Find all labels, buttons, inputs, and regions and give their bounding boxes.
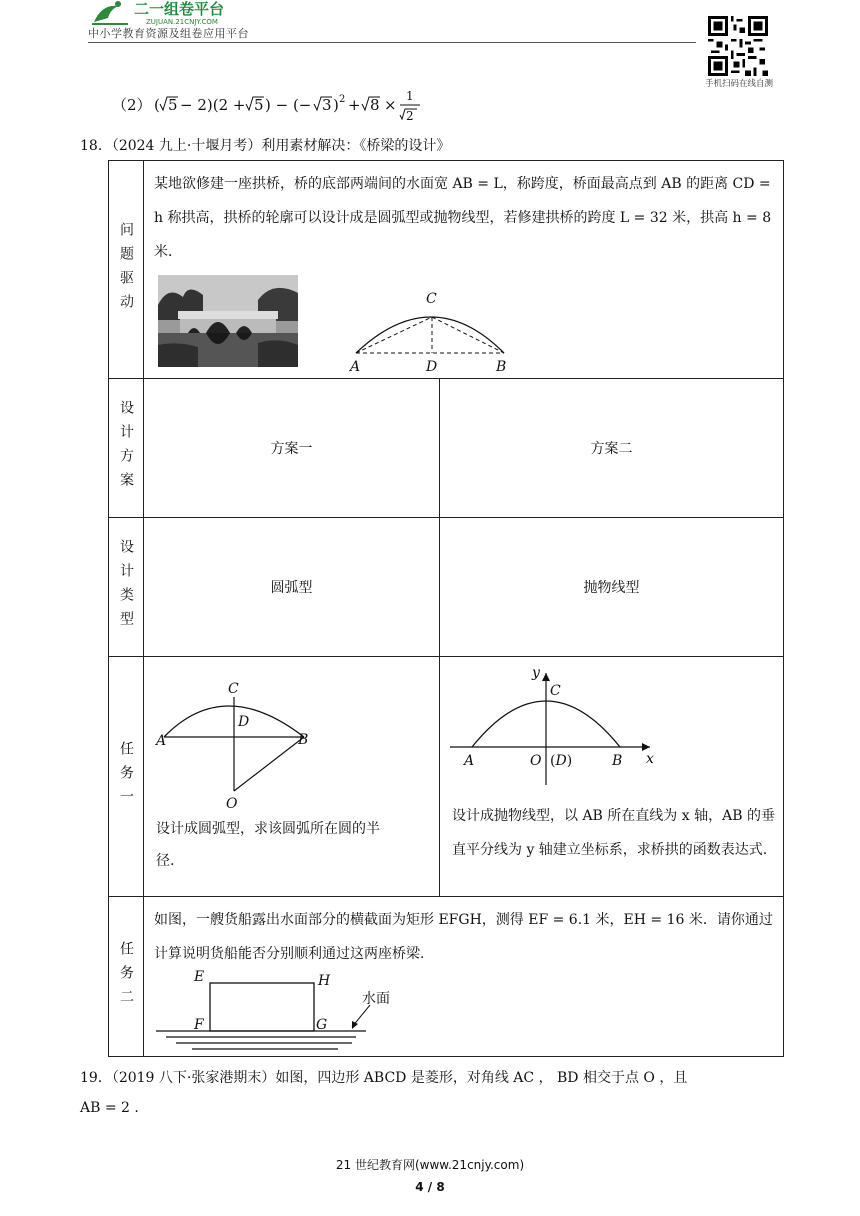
svg-text:A: A: [464, 753, 475, 769]
problem-17-2: [112, 88, 444, 124]
svg-text:H: H: [318, 973, 331, 989]
ship-diagram: [156, 969, 416, 1051]
qr-caption: 手机扫码在线自测: [704, 79, 773, 89]
svg-text:B: B: [496, 359, 507, 375]
svg-text:x: x: [646, 751, 654, 767]
question-19-line1: 19．（2019 八下·张家港期末）如图，四边形 ABCD 是菱形，对角线 AC ， BD 相交于点 O ，且: [80, 1070, 688, 1086]
svg-text:(D): (D): [550, 753, 573, 769]
row-label-problem: 问题驱动: [109, 161, 144, 379]
svg-text:2: 2: [339, 94, 346, 105]
bridge-photo: [158, 275, 298, 367]
question-18-title: 18．（2024 九上·十堰月考）利用素材解决：《桥梁的设计》: [80, 138, 451, 154]
svg-text:2: 2: [406, 109, 414, 123]
logo-url-text: ZUJUAN.21CNJY.COM: [146, 18, 218, 26]
svg-text:B: B: [298, 732, 309, 748]
svg-text:5: 5: [168, 96, 178, 114]
arc-diagram: [154, 681, 324, 811]
task-one-right-text: 设计成抛物线型，以 AB 所在直线为 x 轴，AB 的垂直平分线为 y 轴建立坐标系，求桥拱的函数表达式.: [452, 808, 775, 858]
task-two-text: 如图，一艘货船露出水面部分的横截面为矩形 EFGH，测得 EF = 6.1 米，EH = 16 米．请你通过计算说明货船能否分别顺利通过这两座桥梁.: [154, 912, 773, 962]
svg-text:A: A: [350, 359, 361, 375]
header-subtitle: 中小学教育资源及组卷应用平台: [88, 27, 249, 40]
svg-text:E: E: [194, 969, 205, 985]
type-arc: 圆弧型: [144, 518, 440, 657]
svg-text:− 2)(2 +: − 2)(2 +: [180, 96, 246, 114]
logo-text: 二一组卷平台: [134, 0, 225, 18]
svg-text:O: O: [530, 753, 542, 769]
row-label-task-two: 任务二: [109, 897, 144, 1057]
type-parabola: 抛物线型: [440, 518, 784, 657]
svg-text:(: (: [154, 96, 161, 114]
svg-text:1: 1: [406, 89, 414, 103]
svg-text:8: 8: [370, 96, 380, 114]
svg-text:C: C: [228, 681, 239, 697]
problem-label: （2）: [112, 96, 152, 114]
svg-text:G: G: [316, 1017, 328, 1033]
qr-code-icon[interactable]: [708, 16, 768, 76]
site-logo: [88, 0, 278, 26]
row-label-type: 设计类型: [109, 518, 144, 657]
header-divider: [88, 42, 696, 43]
math-expression: [154, 88, 444, 124]
svg-text:D: D: [238, 714, 250, 730]
svg-text:): ): [333, 96, 340, 114]
svg-text:B: B: [612, 753, 623, 769]
svg-text:D: D: [426, 359, 438, 375]
svg-text:C: C: [426, 291, 437, 307]
question-19-line2: AB = 2 .: [80, 1100, 139, 1116]
footer-site: 21 世纪教育网(www.21cnjy.com): [335, 1158, 525, 1172]
row-label-task-one: 任务一: [109, 657, 144, 897]
problem-statement: 某地欲修建一座拱桥，桥的底部两端间的水面宽 AB = L，称跨度，桥面最高点到 AB 的距离 CD = h 称拱高，拱桥的轮廓可以设计成是圆弧型或抛物线型，若修建拱桥的跨度 L = 32 米，拱高 h = 8 米．: [154, 176, 772, 260]
row-label-plan: 设计方案: [109, 379, 144, 518]
svg-text:A: A: [156, 733, 167, 749]
svg-text:O: O: [226, 796, 238, 811]
footer-page-number: 4 / 8: [415, 1180, 445, 1194]
svg-text:y: y: [532, 665, 540, 681]
svg-text:+: +: [348, 96, 361, 114]
bridge-design-table: [108, 160, 784, 1057]
svg-text:C: C: [550, 683, 561, 699]
water-label: 水面: [362, 991, 390, 1007]
svg-text:) − (−: ) − (−: [265, 96, 312, 114]
svg-text:F: F: [194, 1017, 204, 1033]
plan-two: 方案二: [440, 379, 784, 518]
svg-text:×: ×: [384, 96, 397, 114]
svg-text:3: 3: [322, 96, 332, 114]
bridge-diagram: [344, 283, 514, 375]
plan-one: 方案一: [144, 379, 440, 518]
parabola-diagram: [450, 661, 680, 791]
svg-text:5: 5: [254, 96, 264, 114]
task-one-left-text: 设计成圆弧型，求该圆弧所在圆的半径.: [156, 821, 380, 869]
